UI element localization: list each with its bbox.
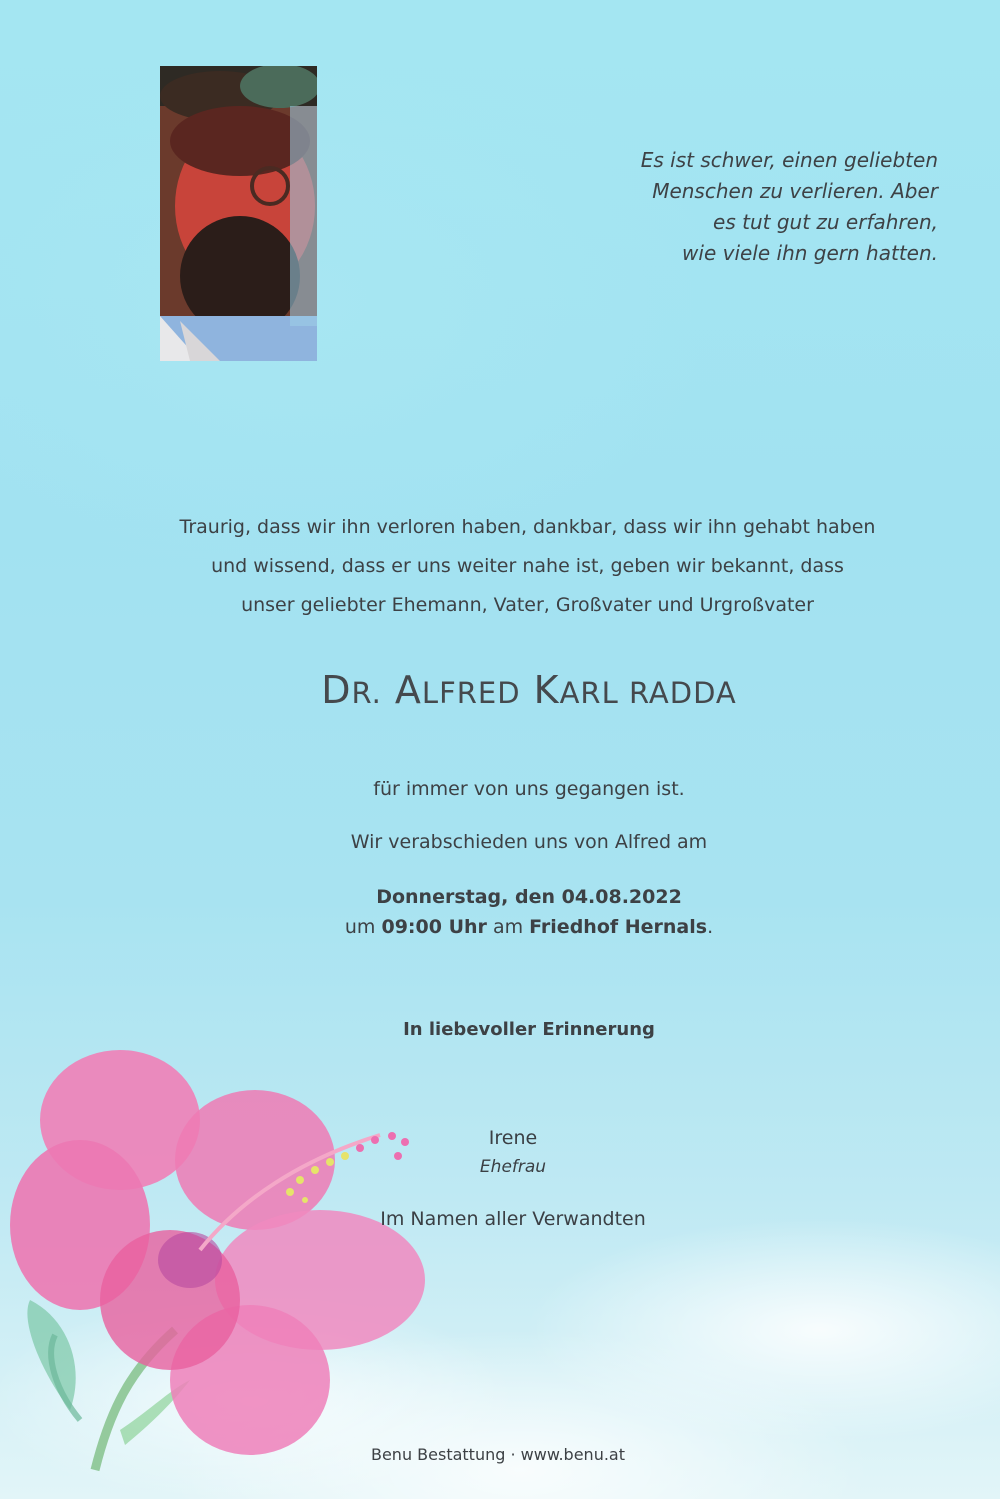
name-part: LFRED xyxy=(421,676,521,710)
period: . xyxy=(707,916,714,938)
farewell-text: Wir verabschieden uns von Alfred am xyxy=(350,831,708,853)
funeral-company: Benu Bestattung xyxy=(370,1445,506,1464)
footer xyxy=(0,1445,996,1464)
hibiscus-flower-image xyxy=(0,1050,470,1499)
relatives-text: Im Namen aller Verwandten xyxy=(380,1208,646,1230)
announcement-text xyxy=(60,508,995,625)
memory-text: In liebevoller Erinnerung xyxy=(403,1019,655,1040)
quote-line: Menschen zu verlieren. Aber xyxy=(652,179,938,203)
time-prefix: um xyxy=(344,916,376,938)
company-website: www.benu.at xyxy=(520,1445,625,1464)
announcement-line: und wissend, dass er uns weiter nahe ist, geben wir bekannt, dass xyxy=(211,555,844,577)
service-time: 09:00 Uhr xyxy=(381,916,487,938)
passed-text: für immer von uns gegangen ist. xyxy=(373,778,685,800)
location-prefix: am xyxy=(492,916,524,938)
announcement-line: Traurig, dass wir ihn verloren haben, dankbar, dass wir ihn gehabt haben xyxy=(179,516,876,538)
name-part: D xyxy=(321,668,352,712)
name-part xyxy=(619,676,629,710)
service-date: Donnerstag, den 04.08.2022 xyxy=(376,886,682,908)
announcement-line: unser geliebter Ehemann, Vater, Großvater und Urgroßvater xyxy=(241,594,814,616)
quote-line: es tut gut zu erfahren, xyxy=(713,210,938,234)
name-part: RADDA xyxy=(628,676,737,710)
portrait-photo xyxy=(160,66,317,361)
name-part: R. xyxy=(351,676,382,710)
mourner-name: Irene xyxy=(488,1127,538,1149)
name-part: ARL xyxy=(559,676,619,710)
memorial-quote xyxy=(538,145,938,269)
name-part: K xyxy=(520,668,560,712)
service-time-location xyxy=(0,916,1000,938)
quote-line: Es ist schwer, einen geliebten xyxy=(640,148,938,172)
mourner-relation: Ehefrau xyxy=(479,1157,547,1177)
quote-line: wie viele ihn gern hatten. xyxy=(682,241,938,265)
footer-separator: · xyxy=(510,1445,516,1464)
deceased-name xyxy=(0,668,1000,712)
name-part: A xyxy=(381,668,422,712)
service-location: Friedhof Hernals xyxy=(529,916,708,938)
